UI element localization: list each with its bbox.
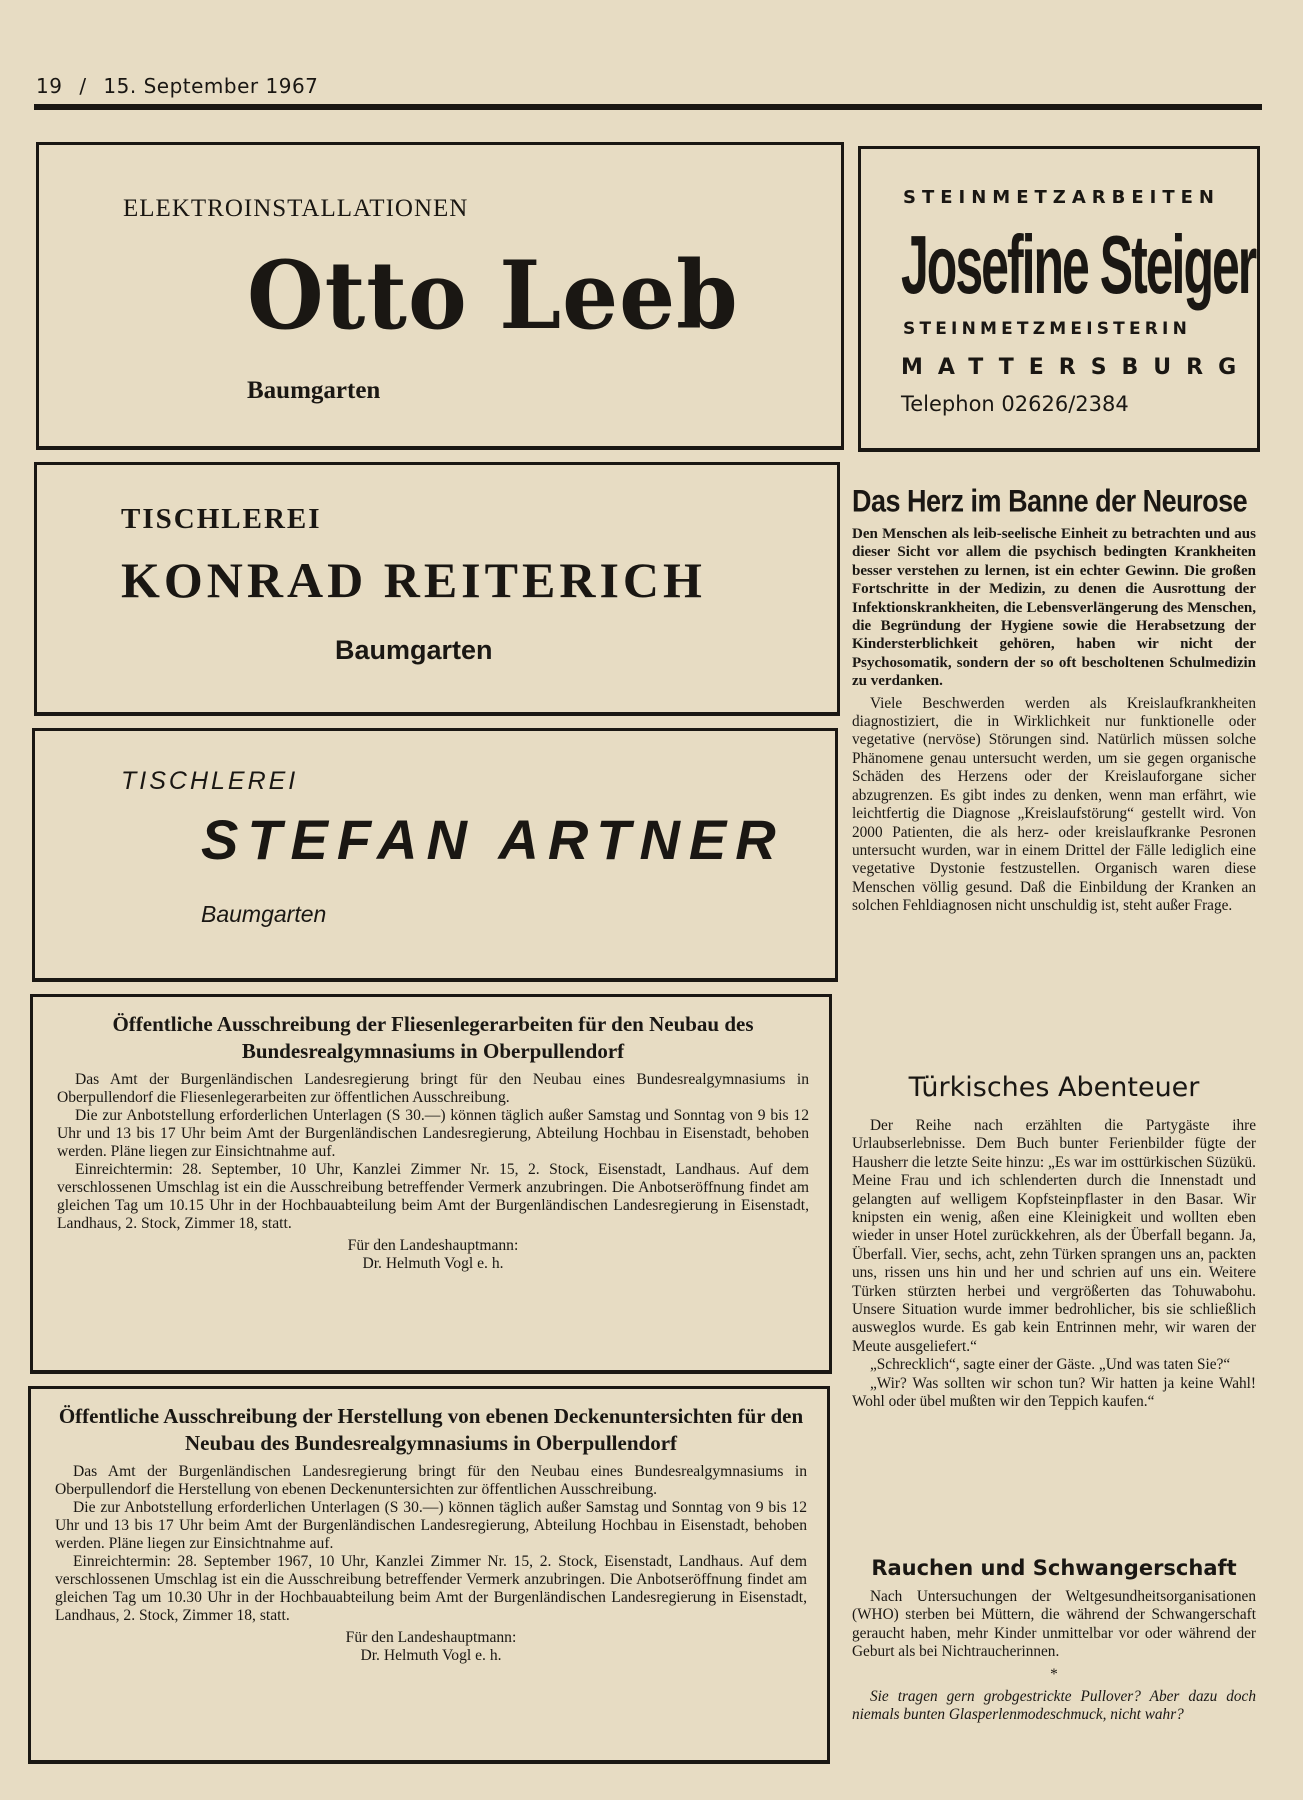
ad-category: TISCHLEREI — [121, 767, 299, 795]
ad-phone: Telephon 02626/2384 — [901, 392, 1129, 416]
article-body: Viele Beschwerden werden als Kreislaufkrankheiten diagnostiziert, die in Wirklichkeit nur funktionelle oder vegetative (nervöse) Störungen sind. Natürlich müssen solche Phänomene genau untersucht werden, um sie gegen organische Schäden des Herzens oder der Kreislauforgane sicher abzugrenzen. Es gibt indes zu denken, wenn man erfährt, wie leichtfertig die Diagnose „Kreislaufstörung“ gestellt wird. Von 2000 Patienten, die als herz- oder kreislaufkranke Pesronen untersucht wurden, war in einem Drittel der Fälle lediglich eine vegetative Dystonie festzustellen. Organisch waren diese Menschen völlig gesund. Daß die Einbildung der Kranken an solchen Fehldiagnosen nicht unschuldig ist, steht außer Frage. — [852, 694, 1256, 915]
article-title: Türkisches Abenteuer — [908, 1072, 1200, 1103]
article-title: Rauchen und Schwangerschaft — [871, 1556, 1237, 1580]
page-number: 19 — [36, 74, 63, 98]
ad-town: MATTERSBURG — [901, 355, 1252, 380]
notice-paragraph: Die zur Anbotstellung erforderlichen Unterlagen (S 30.—) können täglich außer Samstag und Sonntag von 9 bis 12 Uhr und 13 bis 17 Uhr beim Amt der Burgenländischen Landesregierung, Abteilung Hochbau in Eisenstadt, behoben werden. Pläne liegen zur Einsichtnahme auf. — [55, 1499, 807, 1552]
article-herz — [852, 484, 1256, 916]
ad-category: TISCHLEREI — [121, 503, 322, 535]
ad-place: Baumgarten — [335, 635, 493, 665]
ad-josefine-steiger — [858, 146, 1260, 452]
ad-category: STEINMETZARBEITEN — [903, 187, 1220, 208]
notice-signature-name: Dr. Helmuth Vogl e. h. — [360, 1647, 502, 1664]
header-separator: / — [79, 74, 87, 98]
ad-name: STEFAN ARTNER — [201, 808, 785, 871]
ad-stefan-artner — [32, 728, 838, 982]
article-tuerkisches-abenteuer — [852, 1072, 1256, 1412]
ad-name: Josefine Steiger — [901, 218, 1256, 312]
ad-name: Otto Leeb — [247, 239, 739, 351]
article-paragraph: „Wir? Was sollten wir schon tun? Wir hatten ja keine Wahl! Wohl oder übel mußten wir den Teppich kaufen.“ — [852, 1374, 1256, 1411]
notice-signature-line: Für den Landeshauptmann: — [345, 1629, 517, 1646]
notice-paragraph: Das Amt der Burgenländischen Landesregierung bringt für den Neubau eines Bundesrealgymnasiums in Oberpullendorf die Fliesenlegerarbeiten zur öffentlichen Ausschreibung. — [57, 1071, 809, 1106]
article-lead: Den Menschen als leib-seelische Einheit zu betrachten und aus dieser Sicht vor allem die psychisch bedingten Krankheiten besser verstehen zu lernen, ist ein echter Gewinn. Die großen Fortschritte in der Medizin, zu denen die Ausrottung der Infektionskrankheiten, die Lebensverlängerung des Menschen, die Begründung der Hygiene sowie die Herabsetzung der Kindersterblichkeit gehören, haben wir nicht der Psychosomatik, sondern der so oft bescholtenen Schulmedizin zu verdanken. — [852, 526, 1256, 690]
ad-category: ELEKTROINSTALLATIONEN — [123, 195, 469, 222]
article-paragraph: Nach Untersuchungen der Weltgesundheitsorganisationen (WHO) sterben bei Müttern, die während der Schwangerschaft geraucht haben, mehr Kinder unmittelbar vor oder während der Geburt als bei Nichtraucherinnen. — [852, 1588, 1256, 1661]
notice-paragraph: Die zur Anbotstellung erforderlichen Unterlagen (S 30.—) können täglich außer Samstag und Sonntag von 9 bis 12 Uhr und 13 bis 17 Uhr beim Amt der Burgenländischen Landesregierung, Abteilung Hochbau in Eisenstadt, behoben werden. Pläne liegen zur Einsichtnahme auf. — [57, 1107, 809, 1160]
page-header — [36, 74, 318, 98]
ad-konrad-reiterich — [34, 462, 840, 716]
separator-star: * — [1050, 1665, 1058, 1683]
notice-signature-line: Für den Landeshauptmann: — [347, 1237, 519, 1254]
ad-place: Baumgarten — [247, 377, 381, 404]
notice-paragraph: Das Amt der Burgenländischen Landesregierung bringt für den Neubau eines Bundesrealgymnasiums in Oberpullendorf die Herstellung von ebenen Deckenuntersichten zur öffentlichen Ausschreibung. — [55, 1463, 807, 1498]
notice-paragraph: Einreichtermin: 28. September 1967, 10 Uhr, Kanzlei Zimmer Nr. 15, 2. Stock, Eisenstadt, Landhaus. Auf dem verschlossenen Umschlag ist ein die Ausschreibung betreffender Vermerk anzubringen. Die Anbotseröffnung findet am gleichen Tag um 10.30 Uhr in der Hochbauabteilung beim Amt der Burgenländischen Landesregierung in Eisenstadt, Landhaus, 2. Stock, Zimmer 18, statt. — [55, 1553, 807, 1624]
notice-title: Öffentliche Ausschreibung der Herstellung von ebenen Deckenuntersichten für den Neubau des Bundesrealgymnasiums in Oberpullendorf — [58, 1404, 804, 1455]
article-paragraph: „Schrecklich“, sagte einer der Gäste. „Und was taten Sie?“ — [870, 1356, 1231, 1374]
issue-date: 15. September 1967 — [103, 74, 319, 98]
notice-paragraph: Einreichtermin: 28. September, 10 Uhr, Kanzlei Zimmer Nr. 15, 2. Stock, Eisenstadt, Landhaus. Auf dem verschlossenen Umschlag ist ein die Ausschreibung betreffender Vermerk anzubringen. Die Anbotseröffnung findet am gleichen Tag um 10.15 Uhr in der Hochbauabteilung beim Amt der Burgenländischen Landesregierung in Eisenstadt, Landhaus, 2. Stock, Zimmer 18, statt. — [57, 1161, 809, 1232]
notice-signature-name: Dr. Helmuth Vogl e. h. — [362, 1255, 504, 1272]
ad-title: STEINMETZMEISTERIN — [903, 319, 1192, 339]
ad-place: Baumgarten — [201, 901, 327, 927]
article-rauchen — [852, 1556, 1256, 1725]
header-rule — [34, 104, 1262, 110]
notice-title: Öffentliche Ausschreibung der Fliesenlegerarbeiten für den Neubau des Bundesrealgymnasiums in Oberpullendorf — [112, 1012, 754, 1063]
article-title: Das Herz im Banne der Neurose — [852, 484, 1248, 519]
notice-fliesenleger — [30, 994, 832, 1374]
article-paragraph: Der Reihe nach erzählten die Partygäste ihre Urlaubserlebnisse. Dem Buch bunter Ferienbilder fügte der Hausherr die letzte Seite hinzu: „Es war im osttürkischen Süzükü. Meine Frau und ich schlenderten durch die Innenstadt und gelangten auf welligem Kopfsteinpflaster in den Basar. Wir knipsten ein wenig, aßen eine Kleinigkeit und wollten eben wieder in unser Hotel zurückkehren, als der Überfall begann. Ja, Überfall. Vier, sechs, acht, zehn Türken sprangen uns an, packten uns, rissen uns hin und her und schrien auf uns ein. Weitere Türken stürzten herbei und vergrößerten das Tohuwabohu. Unsere Situation wurde immer bedrohlicher, bis sie schließlich ausweglos wurde. Es gab kein Entrinnen mehr, wir waren der Meute ausgeliefert.“ — [852, 1117, 1256, 1355]
ad-otto-leeb — [36, 142, 844, 450]
ad-name: KONRAD REITERICH — [121, 552, 706, 608]
article-quip: Sie tragen gern grobgestrickte Pullover? Aber dazu doch niemals bunten Glasperlenmodeschmuck, nicht wahr? — [852, 1688, 1256, 1724]
notice-deckenuntersichten — [28, 1386, 830, 1764]
